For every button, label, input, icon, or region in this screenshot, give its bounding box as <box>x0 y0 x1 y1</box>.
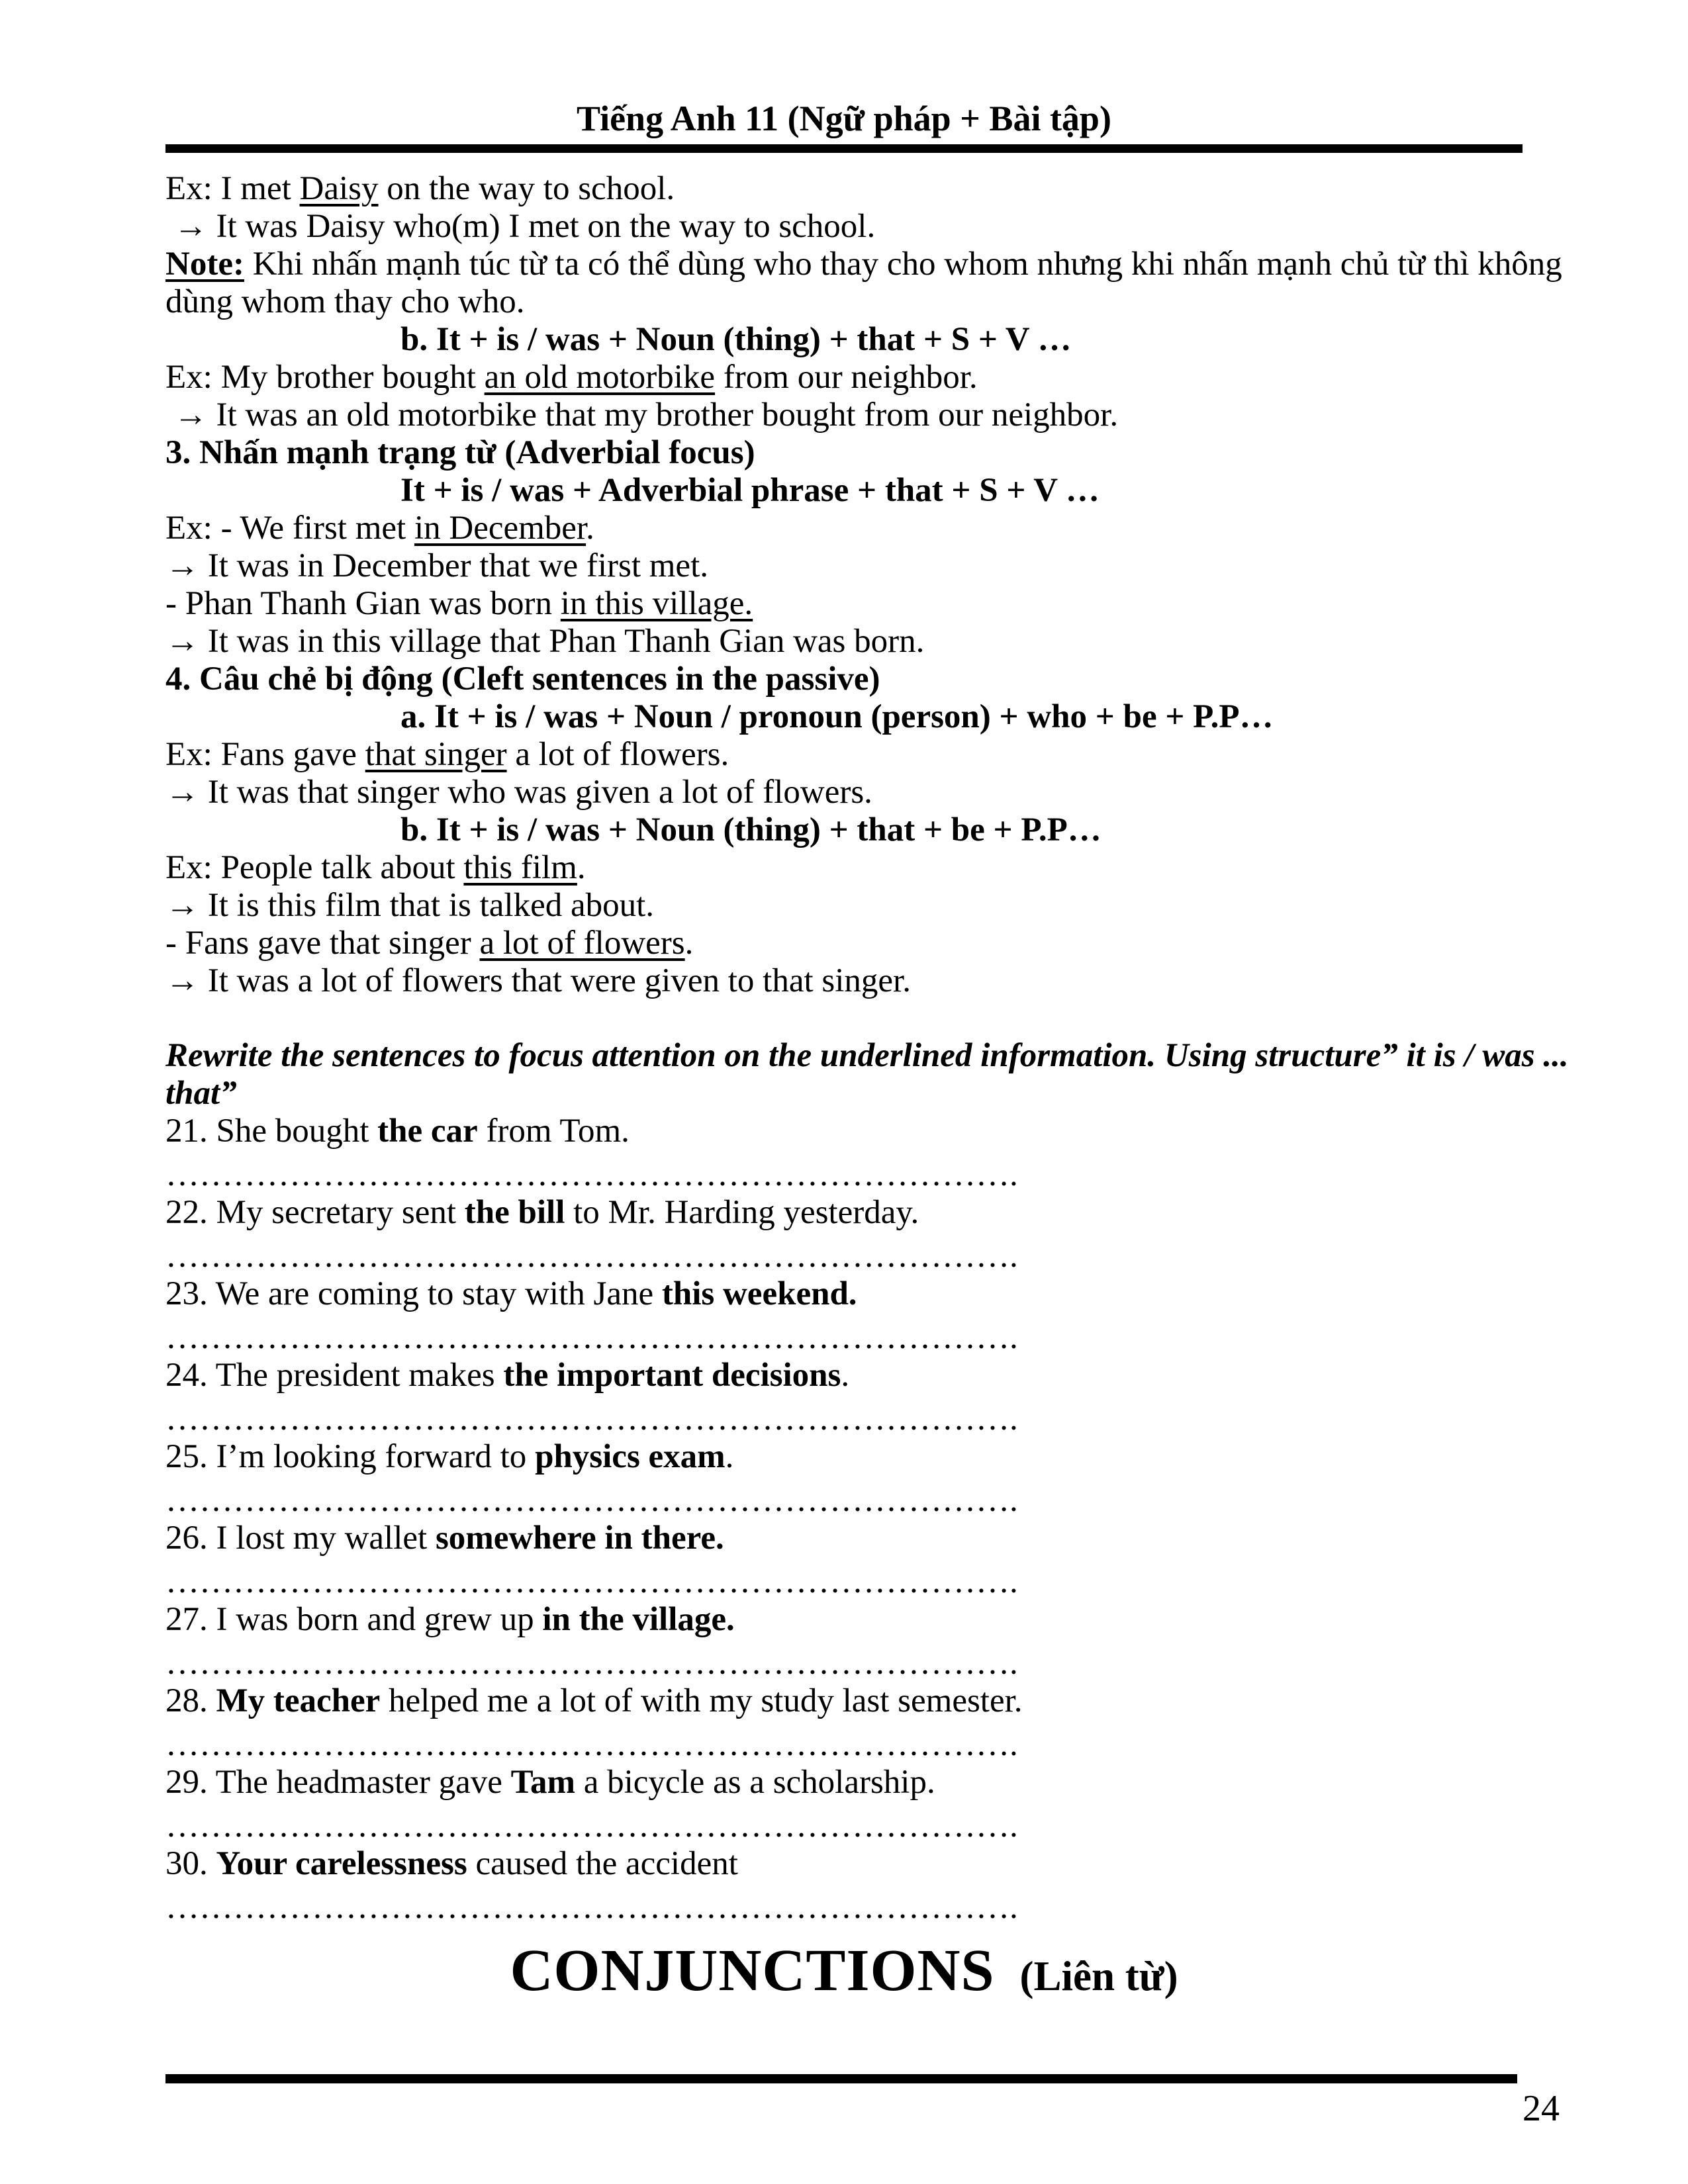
grammar-line <box>165 660 1523 698</box>
text-segment: → It was an old motorbike that my brother bought from our neighbor. <box>165 396 1119 433</box>
text-segment: an old motorbike <box>484 359 716 396</box>
text-segment: on the way to school. <box>378 170 675 207</box>
grammar-line <box>165 585 1523 623</box>
exercise-item-sentence <box>165 1275 1523 1313</box>
text-segment: 30. <box>165 1845 216 1882</box>
text-segment: a lot of flowers <box>479 925 685 962</box>
grammar-line <box>165 510 1523 547</box>
text-segment: caused the accident <box>467 1845 738 1882</box>
answer-dotted-line: …………………………………………………………………. <box>165 1645 1018 1682</box>
exercise-instruction-line-2: that” <box>165 1075 237 1112</box>
grammar-line <box>165 283 1523 321</box>
grammar-line <box>165 774 1523 811</box>
exercise-item-sentence <box>165 1845 1523 1883</box>
grammar-line <box>165 246 1562 283</box>
page-number: 24 <box>1523 2088 1560 2129</box>
grammar-line <box>165 849 1523 887</box>
grammar-lines <box>165 170 1562 1000</box>
text-segment: the car <box>377 1113 478 1150</box>
text-segment: . <box>684 925 694 962</box>
text-segment: from our neighbor. <box>715 359 978 396</box>
text-segment: in the village. <box>542 1601 735 1638</box>
text-segment: Khi nhấn mạnh túc từ ta có thể dùng who thay cho whom nhưng khi nhấn mạnh chủ từ thì không <box>244 246 1562 283</box>
grammar-line <box>165 925 1523 962</box>
text-segment: 29. The headmaster gave <box>165 1764 511 1801</box>
answer-dotted-line: …………………………………………………………………. <box>165 1889 1018 1926</box>
conjunctions-subtitle: (Liên từ) <box>1019 1953 1178 1999</box>
grammar-line <box>165 811 1523 849</box>
grammar-line <box>165 170 1523 208</box>
text-segment: in December <box>414 510 586 547</box>
text-segment: → It was a lot of flowers that were given to that singer. <box>165 962 911 999</box>
header-divider <box>165 144 1523 153</box>
text-segment: . <box>577 849 586 886</box>
text-segment: 22. My secretary sent <box>165 1194 465 1231</box>
text-segment: → It is this film that is talked about. <box>165 887 655 924</box>
page-content <box>165 170 1569 2003</box>
text-segment: Ex: My brother bought <box>165 359 485 396</box>
text-segment: the important decisions <box>503 1357 841 1394</box>
grammar-line <box>165 359 1523 396</box>
footer-divider <box>165 2074 1517 2083</box>
text-segment: → It was that singer who was given a lot of flowers. <box>165 774 872 811</box>
text-segment: 24. The president makes <box>165 1357 504 1394</box>
text-segment: 25. I’m looking forward to <box>165 1438 536 1475</box>
text-segment: Ex: People talk about <box>165 849 464 886</box>
answer-dotted-line: …………………………………………………………………. <box>165 1563 1018 1600</box>
text-segment: physics exam <box>535 1438 726 1475</box>
text-segment: dùng whom thay cho who. <box>165 283 525 320</box>
grammar-line <box>165 434 1523 472</box>
answer-dotted-line: …………………………………………………………………. <box>165 1156 1018 1193</box>
exercise-item-sentence <box>165 1357 1523 1394</box>
exercise-item-sentence <box>165 1682 1523 1720</box>
text-segment: → It was in December that we first met. <box>165 547 708 584</box>
answer-dotted-line: …………………………………………………………………. <box>165 1238 1018 1275</box>
conjunctions-title: CONJUNCTIONS <box>510 1938 995 2003</box>
text-segment: 27. I was born and grew up <box>165 1601 543 1638</box>
text-segment: Daisy <box>299 170 379 207</box>
exercise-item-sentence <box>165 1520 1523 1557</box>
answer-dotted-line: …………………………………………………………………. <box>165 1807 1018 1844</box>
text-segment: . <box>586 510 594 547</box>
text-segment: somewhere in there. <box>435 1520 724 1557</box>
grammar-line <box>165 736 1523 774</box>
text-segment: Your carelessness <box>216 1845 467 1882</box>
text-segment: Note: <box>165 246 244 283</box>
text-segment: - Phan Thanh Gian was born <box>165 585 561 622</box>
page-header-title: Tiếng Anh 11 (Ngữ pháp + Bài tập) <box>577 99 1111 138</box>
text-segment: from Tom. <box>477 1113 630 1150</box>
grammar-line <box>165 472 1523 510</box>
text-segment: Ex: I met <box>165 170 300 207</box>
text-segment: → It was in this village that Phan Thanh Gian was born. <box>165 623 925 660</box>
grammar-line <box>165 887 1523 925</box>
text-segment: 21. She bought <box>165 1113 378 1150</box>
text-segment: b. It + is / was + Noun (thing) + that + S + V … <box>400 321 1072 358</box>
text-segment: b. It + is / was + Noun (thing) + that + be + P.P… <box>400 811 1102 848</box>
conjunctions-heading <box>165 1938 1523 2003</box>
text-segment: . <box>841 1357 850 1394</box>
text-segment: Tam <box>510 1764 575 1801</box>
text-segment: a. It + is / was + Noun / pronoun (person) + who + be + P.P… <box>400 698 1274 735</box>
answer-dotted-line: …………………………………………………………………. <box>165 1726 1018 1763</box>
text-segment: helped me a lot of with my study last semester. <box>380 1682 1023 1719</box>
text-segment: 28. <box>165 1682 216 1719</box>
text-segment: It + is / was + Adverbial phrase + that + S + V … <box>400 472 1100 509</box>
text-segment: . <box>725 1438 734 1475</box>
text-segment: that singer <box>365 736 507 773</box>
text-segment: this film <box>463 849 577 886</box>
grammar-line <box>165 321 1523 359</box>
exercise-item-sentence <box>165 1438 1523 1476</box>
grammar-line <box>165 547 1523 585</box>
grammar-line <box>165 208 1523 246</box>
text-segment: 26. I lost my wallet <box>165 1520 436 1557</box>
exercise-instruction-line-1: Rewrite the sentences to focus attention on the underlined information. Using structure” it is / was ... <box>165 1037 1569 1074</box>
text-segment: Ex: Fans gave <box>165 736 365 773</box>
exercise-item-sentence <box>165 1113 1523 1150</box>
text-segment: to Mr. Harding yesterday. <box>565 1194 919 1231</box>
exercise-item-sentence <box>165 1194 1523 1232</box>
text-segment: a bicycle as a scholarship. <box>575 1764 935 1801</box>
text-segment: a lot of flowers. <box>506 736 729 773</box>
exercise-item-sentence <box>165 1764 1523 1801</box>
text-segment: My teacher <box>216 1682 381 1719</box>
answer-dotted-line: …………………………………………………………………. <box>165 1319 1018 1356</box>
answer-dotted-line: …………………………………………………………………. <box>165 1400 1018 1437</box>
grammar-section <box>165 170 1562 1000</box>
page-header <box>165 98 1523 153</box>
text-segment: 4. Câu chẻ bị động (Cleft sentences in the passive) <box>165 660 880 698</box>
text-segment: Ex: - We first met <box>165 510 414 547</box>
exercise-item-sentence <box>165 1601 1523 1639</box>
grammar-line <box>165 623 1523 660</box>
text-segment: this weekend. <box>661 1275 857 1312</box>
grammar-line <box>165 396 1523 434</box>
text-segment: in this village. <box>560 585 753 622</box>
text-segment: the bill <box>464 1194 565 1231</box>
grammar-line <box>165 698 1523 736</box>
grammar-line <box>165 962 1523 1000</box>
text-segment: 23. We are coming to stay with Jane <box>165 1275 662 1312</box>
text-segment: → It was Daisy who(m) I met on the way to school. <box>165 208 876 245</box>
text-segment: - Fans gave that singer <box>165 925 480 962</box>
exercise-items <box>165 1113 1523 1927</box>
exercise-section <box>165 1037 1569 1927</box>
text-segment: 3. Nhấn mạnh trạng từ (Adverbial focus) <box>165 434 755 471</box>
answer-dotted-line: …………………………………………………………………. <box>165 1482 1018 1519</box>
